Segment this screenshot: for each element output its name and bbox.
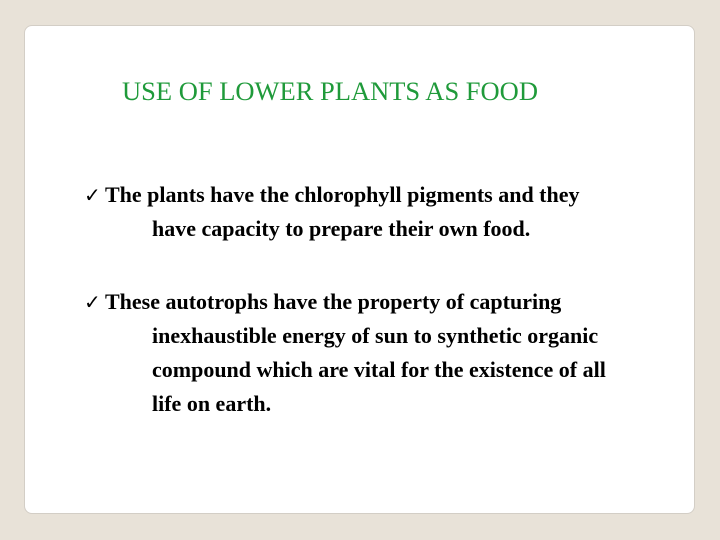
bullet-line: have capacity to prepare their own food. xyxy=(152,216,531,241)
bullet-item xyxy=(84,285,716,421)
slide-card xyxy=(24,25,695,514)
bullet-line: compound which are vital for the existence of all xyxy=(152,357,606,382)
slide-title: USE OF LOWER PLANTS AS FOOD xyxy=(122,76,538,106)
bullet-item xyxy=(84,178,716,246)
check-icon: ✓ xyxy=(84,183,101,207)
bullet-line: The plants have the chlorophyll pigments and they xyxy=(105,182,580,207)
bullet-line: inexhaustible energy of sun to synthetic organic xyxy=(152,323,599,348)
check-icon: ✓ xyxy=(84,290,101,314)
bullet-line: life on earth. xyxy=(152,391,272,416)
bullet-line: These autotrophs have the property of capturing xyxy=(105,289,562,314)
